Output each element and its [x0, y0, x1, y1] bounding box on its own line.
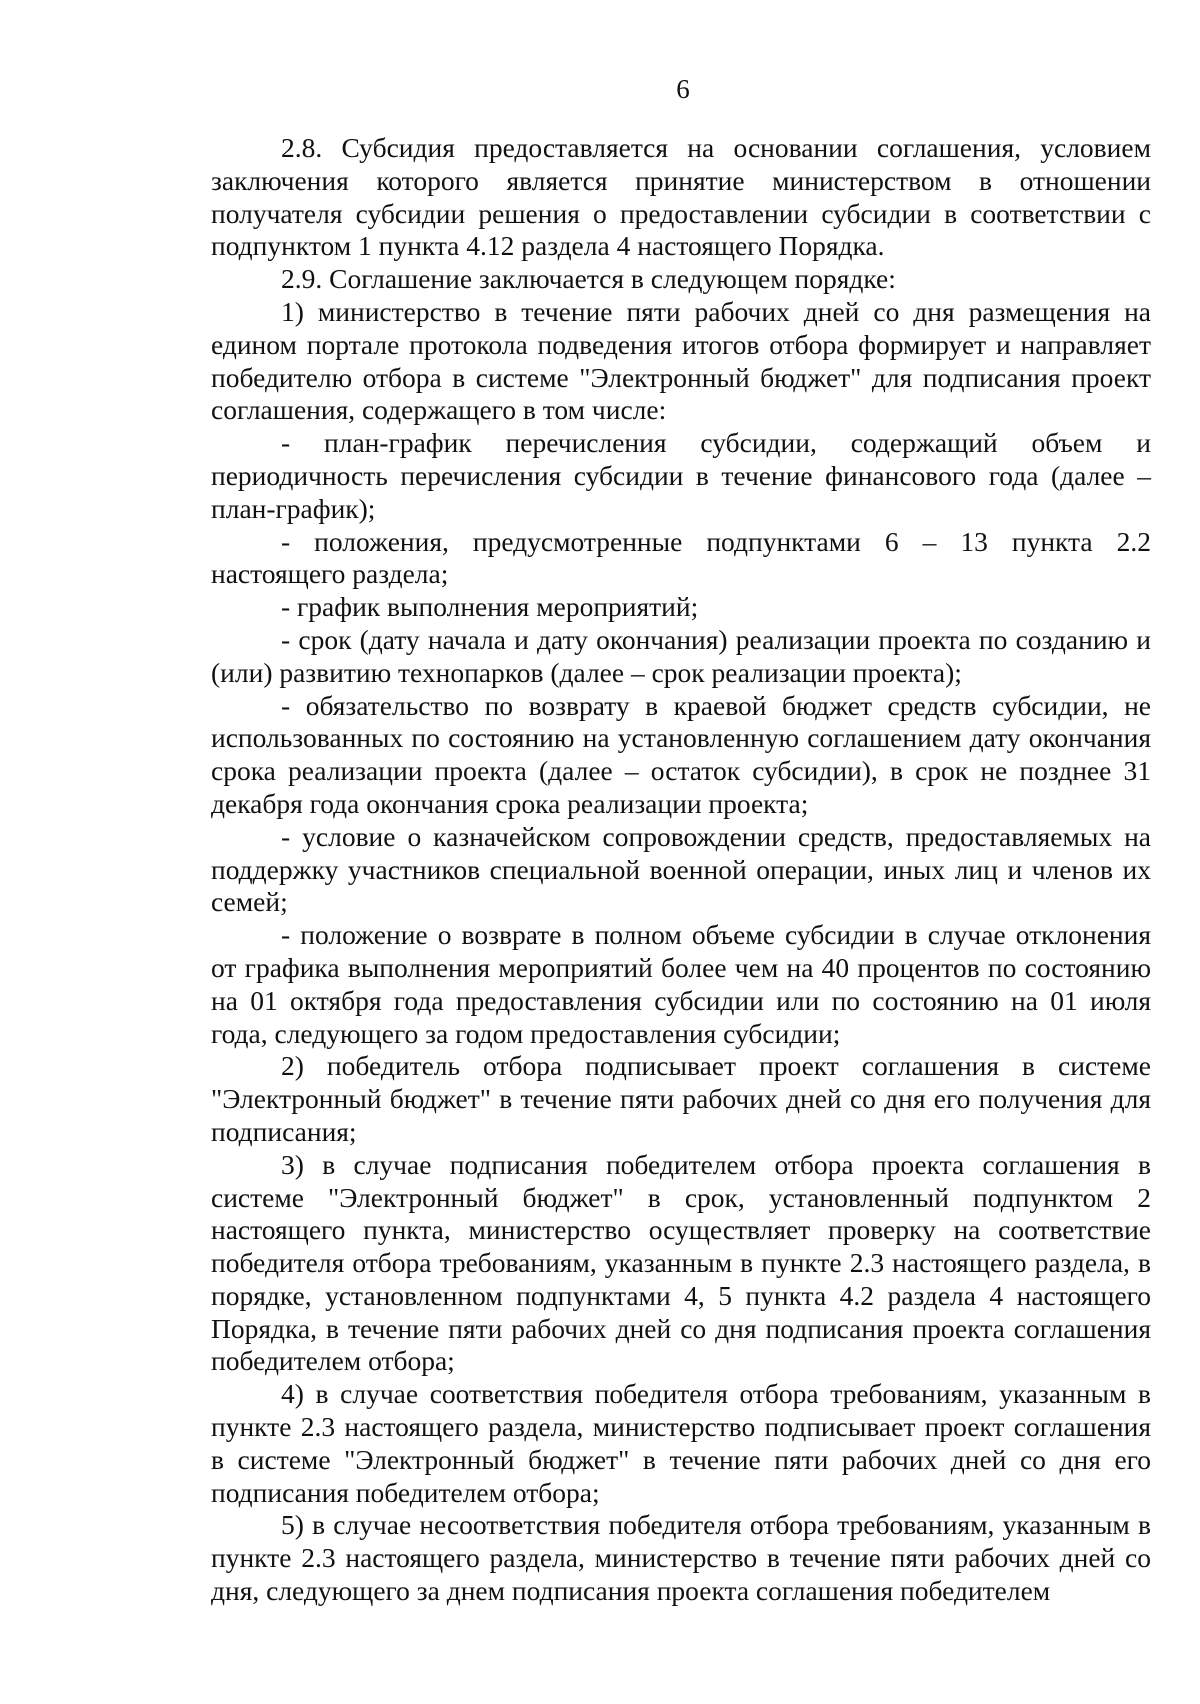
list-item-5: 5) в случае несоответствия победителя отбора требованиям, указанным в пункте 2.3 настоящего раздела, министерство в течение пяти рабочих дней со дня, следующего за днем подписания проекта соглашения победителем — [211, 1509, 1151, 1607]
list-item-4: 4) в случае соответствия победителя отбора требованиям, указанным в пункте 2.3 настоящего раздела, министерство подписывает проект соглашения в системе "Электронный бюджет" в течение пяти рабочих дней со дня его подписания победителем отбора; — [211, 1378, 1151, 1508]
bullet-full-refund: - положение о возврате в полном объеме субсидии в случае отклонения от графика выполнения мероприятий более чем на 40 процентов по состоянию на 01 октября года предоставления субсидии или по состоянию на 01 июля года, следующего за годом предоставления субсидии; — [211, 919, 1151, 1049]
bullet-plan-schedule: - план-график перечисления субсидии, содержащий объем и периодичность перечисления субсидии в течение финансового года (далее – план-график); — [211, 427, 1151, 524]
bullet-project-term: - срок (дату начала и дату окончания) реализации проекта по созданию и (или) развитию технопарков (далее – срок реализации проекта); — [211, 623, 1151, 688]
list-item-1: 1) министерство в течение пяти рабочих дней со дня размещения на едином портале протокола подведения итогов отбора формирует и направляет победителю отбора в системе "Электронный бюджет" для подписания проект соглашения, содержащего в том числе: — [211, 295, 1151, 426]
bullet-refund-obligation: - обязательство по возврату в краевой бюджет средств субсидии, не использованных по состоянию на установленную соглашением дату окончания срока реализации проекта (далее – остаток субсидии), в срок не позднее 31 декабря года окончания срока реализации проекта; — [211, 689, 1151, 819]
list-item-3: 3) в случае подписания победителем отбора проекта соглашения в системе "Электронный бюджет" в срок, установленный подпунктом 2 настоящего пункта, министерство осуществляет проверку на соответствие победителя отбора требованиям, указанным в пункте 2.3 настоящего раздела, в порядке, установленном подпунктами 4, 5 пункта 4.2 раздела 4 настоящего Порядка, в течение пяти рабочих дней со дня подписания проекта соглашения победителем отбора; — [211, 1148, 1151, 1377]
document-body — [211, 132, 1151, 1608]
paragraph-2-9: 2.9. Соглашение заключается в следующем порядке: — [281, 263, 896, 295]
page-number: 6 — [676, 74, 690, 104]
paragraph-2-8: 2.8. Субсидия предоставляется на основании соглашения, условием заключения которого является принятие министерством в отношении получателя субсидии решения о предоставлении субсидии в соответствии с подпунктом 1 пункта 4.12 раздела 4 настоящего Порядка. — [211, 132, 1151, 262]
bullet-activity-schedule: - график выполнения мероприятий; — [281, 591, 699, 623]
bullet-provisions: - положения, предусмотренные подпунктами 6 – 13 пункта 2.2 настоящего раздела; — [211, 525, 1151, 590]
list-item-2: 2) победитель отбора подписывает проект соглашения в системе "Электронный бюджет" в течение пяти рабочих дней со дня его получения для подписания; — [211, 1050, 1151, 1147]
bullet-treasury-support: - условие о казначейском сопровождении средств, предоставляемых на поддержку участников специальной военной операции, иных лиц и членов их семей; — [211, 820, 1151, 918]
